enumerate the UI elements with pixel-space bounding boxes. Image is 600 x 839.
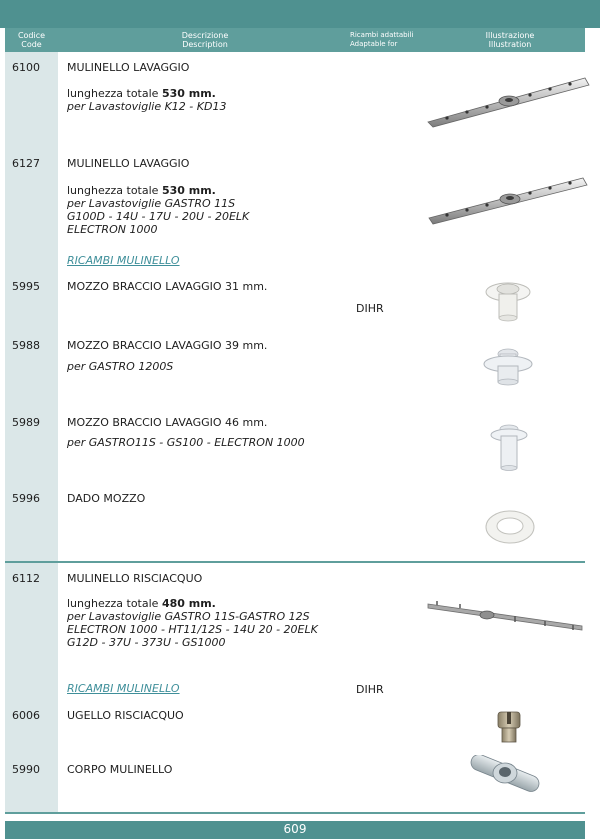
length-label: lunghezza totale — [67, 597, 162, 610]
item-length — [67, 184, 216, 197]
item-code: 6100 — [12, 61, 40, 74]
item-title: MOZZO BRACCIO LAVAGGIO 46 mm. — [67, 416, 268, 429]
rinse-nozzle-image — [492, 708, 526, 748]
item-code: 5996 — [12, 492, 40, 505]
length-value: 480 mm. — [161, 597, 216, 610]
table-header — [5, 28, 585, 52]
item-code: 6127 — [12, 157, 40, 170]
item-compatibility: ELECTRON 1000 — [67, 223, 158, 236]
item-compatibility: per Lavastoviglie K12 - KD13 — [67, 100, 227, 113]
section-bottom-divider — [5, 812, 585, 814]
header-code-it: Codice — [17, 31, 46, 40]
header-illustration-it: Illustrazione — [485, 31, 535, 40]
header-illustration — [460, 31, 560, 49]
wash-arm-6127-image — [425, 172, 590, 227]
hub-31mm-image — [478, 278, 538, 328]
header-description-en: Description — [182, 40, 228, 49]
page-footer — [5, 821, 585, 839]
length-label: lunghezza totale — [67, 184, 162, 197]
item-code: 6112 — [12, 572, 40, 585]
rinse-arm-6112-image — [425, 595, 585, 635]
item-code: 5995 — [12, 280, 40, 293]
header-illustration-en: Illustration — [488, 40, 532, 49]
header-description — [145, 31, 265, 49]
hub-39mm-image — [478, 342, 538, 392]
item-length — [67, 87, 216, 100]
item-title: UGELLO RISCIACQUO — [67, 709, 184, 722]
item-code: 5989 — [12, 416, 40, 429]
hub-nut-image — [482, 500, 538, 550]
header-adaptable-en: Adaptable for — [350, 40, 398, 48]
header-description-it: Descrizione — [181, 31, 229, 40]
item-length — [67, 597, 216, 610]
header-adaptable — [350, 31, 413, 49]
item-compatibility: G100D - 14U - 17U - 20U - 20ELK — [67, 210, 250, 223]
header-code-en: Code — [21, 40, 42, 49]
item-compatibility: ELECTRON 1000 - HT11/12S - 14U 20 - 20ELK — [67, 623, 318, 636]
item-compatibility: per GASTRO11S - GS100 - ELECTRON 1000 — [67, 436, 305, 449]
item-compatibility: per Lavastoviglie GASTRO 11S — [67, 197, 236, 210]
wash-arm-6100-image — [425, 70, 590, 130]
item-title: DADO MOZZO — [67, 492, 146, 505]
item-adaptable: DIHR — [356, 683, 384, 696]
top-bar — [0, 0, 600, 28]
header-code — [5, 31, 58, 49]
item-adaptable: DIHR — [356, 302, 384, 315]
code-column-section-1 — [5, 52, 58, 561]
hub-46mm-image — [484, 420, 534, 475]
item-title: MULINELLO RISCIACQUO — [67, 572, 203, 585]
item-compatibility: per GASTRO 1200S — [67, 360, 174, 373]
spare-parts-link[interactable]: RICAMBI MULINELLO — [67, 254, 180, 267]
page-number: 609 — [283, 822, 307, 836]
item-compatibility: per Lavastoviglie GASTRO 11S-GASTRO 12S — [67, 610, 310, 623]
item-compatibility: G12D - 37U - 373U - GS1000 — [67, 636, 226, 649]
item-code: 5990 — [12, 763, 40, 776]
item-code: 5988 — [12, 339, 40, 352]
header-adaptable-it: Ricambi adattabili — [350, 31, 414, 39]
section-divider — [5, 561, 585, 563]
item-code: 6006 — [12, 709, 40, 722]
item-title: MOZZO BRACCIO LAVAGGIO 31 mm. — [67, 280, 268, 293]
rinse-arm-body-image — [465, 755, 545, 805]
length-value: 530 mm. — [161, 87, 216, 100]
item-title: MOZZO BRACCIO LAVAGGIO 39 mm. — [67, 339, 268, 352]
length-label: lunghezza totale — [67, 87, 162, 100]
item-title: CORPO MULINELLO — [67, 763, 173, 776]
length-value: 530 mm. — [161, 184, 216, 197]
item-title: MULINELLO LAVAGGIO — [67, 61, 190, 74]
item-title: MULINELLO LAVAGGIO — [67, 157, 190, 170]
spare-parts-link[interactable]: RICAMBI MULINELLO — [67, 682, 180, 695]
